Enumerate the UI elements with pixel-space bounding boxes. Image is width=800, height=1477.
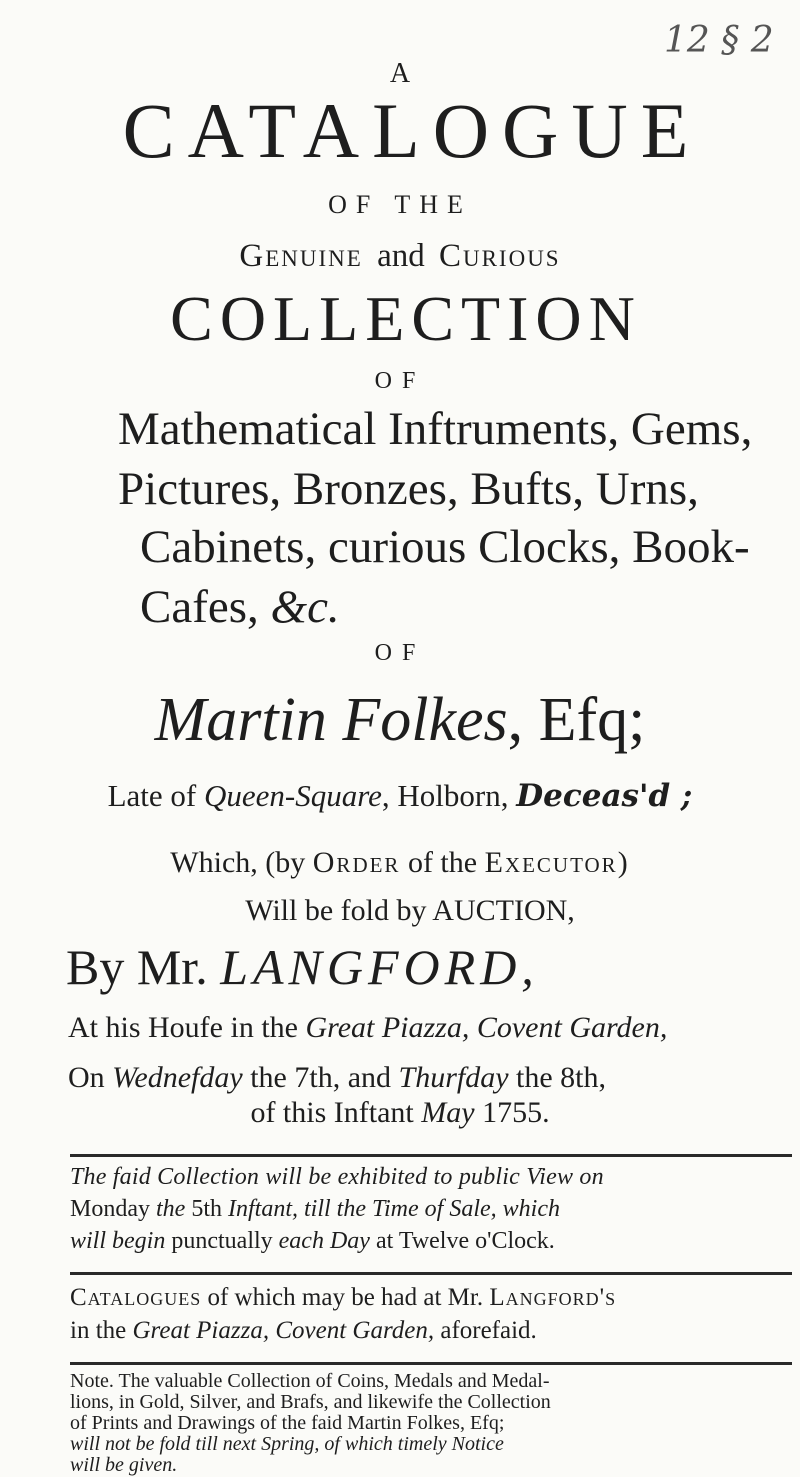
catalogues-word: Catalogues <box>70 1284 202 1311</box>
genuine-curious-heading <box>0 238 800 275</box>
instant-line <box>0 1096 800 1130</box>
will-begin: will begin <box>70 1228 166 1254</box>
by-mr-line <box>66 938 539 996</box>
divider-rule-3 <box>70 1362 792 1365</box>
catalogues-line-2 <box>70 1317 537 1345</box>
by-mr: By Mr. <box>66 939 208 995</box>
late-of: Late of <box>107 778 197 813</box>
exhibit-line-1: The faid Collection will be exhibited to public View on <box>70 1164 604 1190</box>
great-piazza: Great Piazza, <box>305 1011 470 1044</box>
wednesday: Wednefday <box>112 1061 243 1094</box>
aforesaid: aforefaid. <box>440 1317 537 1344</box>
of-heading-1: OF <box>374 368 426 394</box>
note-line-5: will be given. <box>70 1454 178 1476</box>
will-be-sold-line: Will be fold by AUCTION, <box>245 894 575 927</box>
monday: Monday <box>70 1196 150 1222</box>
punctually: punctually <box>171 1228 273 1254</box>
the-8th: the 8th, <box>516 1061 607 1094</box>
deceased-word: Deceas'd ; <box>516 778 693 814</box>
items-line-2: Pictures, Bronzes, Bufts, Urns, <box>118 463 699 515</box>
may-word: May <box>421 1096 475 1129</box>
note-line-3: of Prints and Drawings of the faid Martin Folkes, Efq; <box>70 1412 505 1434</box>
note-line-4: will not be fold till next Spring, of which timely Notice <box>70 1433 504 1455</box>
great-piazza-2: Great Piazza, <box>132 1317 270 1344</box>
each-day: each Day <box>278 1228 370 1254</box>
of-this-instant: of this Inftant <box>250 1096 414 1129</box>
on-word: On <box>68 1061 105 1094</box>
year: 1755. <box>482 1096 550 1129</box>
the-word: the <box>156 1196 186 1222</box>
items-line-1: Mathematical Inftruments, Gems, <box>118 403 753 455</box>
note-line-2: lions, in Gold, Silver, and Brafs, and likewife the Collection <box>70 1391 551 1413</box>
note-line-1: Note. The valuable Collection of Coins, Medals and Medal- <box>70 1370 550 1392</box>
catalogues-line-1 <box>70 1284 616 1312</box>
exhibit-line-3 <box>70 1228 555 1255</box>
of-heading-2: OF <box>374 640 426 666</box>
article-a: A <box>389 58 411 89</box>
owner-name: Martin Folkes <box>154 686 508 754</box>
of-the-heading: OF THE <box>328 190 472 219</box>
at-his-house: At his Houfe in the <box>68 1011 298 1044</box>
divider-rule-2 <box>70 1272 792 1275</box>
langfords-word: Langford's <box>489 1284 617 1311</box>
executor-word: Executor) <box>484 846 630 879</box>
covent-garden-2: Covent Garden, <box>275 1317 435 1344</box>
which-line <box>0 846 800 880</box>
at-his-house-line <box>68 1011 667 1045</box>
queen-square: Queen-Square <box>204 778 382 813</box>
catalogue-heading: CATALOGUE <box>122 87 702 174</box>
fifth: 5th <box>191 1196 222 1222</box>
of-the-word: of the <box>407 846 478 879</box>
genuine-word: Genuine <box>239 238 363 274</box>
instant-till: Inftant, till the Time of Sale, which <box>228 1196 560 1222</box>
order-word: Order <box>312 846 401 879</box>
owner-title: , Efq; <box>507 686 646 754</box>
manuscript-corner-note: 12 § 2 <box>664 20 774 61</box>
thursday: Thurfday <box>398 1061 509 1094</box>
dates-line <box>68 1061 606 1095</box>
holborn: , Holborn, <box>381 778 509 813</box>
auctioneer-name: LANGFORD, <box>220 939 539 995</box>
collection-heading: COLLECTION <box>170 283 642 354</box>
catalogues-rest: of which may be had at Mr. <box>207 1284 484 1311</box>
which-prefix: Which, (by <box>170 846 306 879</box>
items-line-3: Cabinets, curious Clocks, Book- <box>140 521 750 573</box>
the-7th: the 7th, and <box>250 1061 392 1094</box>
etc-word: &c. <box>270 581 340 633</box>
in-the: in the <box>70 1317 127 1344</box>
curious-word: Curious <box>438 238 561 274</box>
items-line-4 <box>140 580 340 634</box>
owner-line <box>0 685 800 756</box>
cafes-word: Cafes, <box>140 581 259 633</box>
covent-garden: Covent Garden, <box>476 1011 668 1044</box>
and-word: and <box>377 238 425 274</box>
divider-rule-1 <box>70 1154 792 1157</box>
twelve-oclock: at Twelve o'Clock. <box>375 1228 555 1254</box>
exhibit-line-2 <box>70 1196 560 1223</box>
late-of-line <box>0 778 800 814</box>
